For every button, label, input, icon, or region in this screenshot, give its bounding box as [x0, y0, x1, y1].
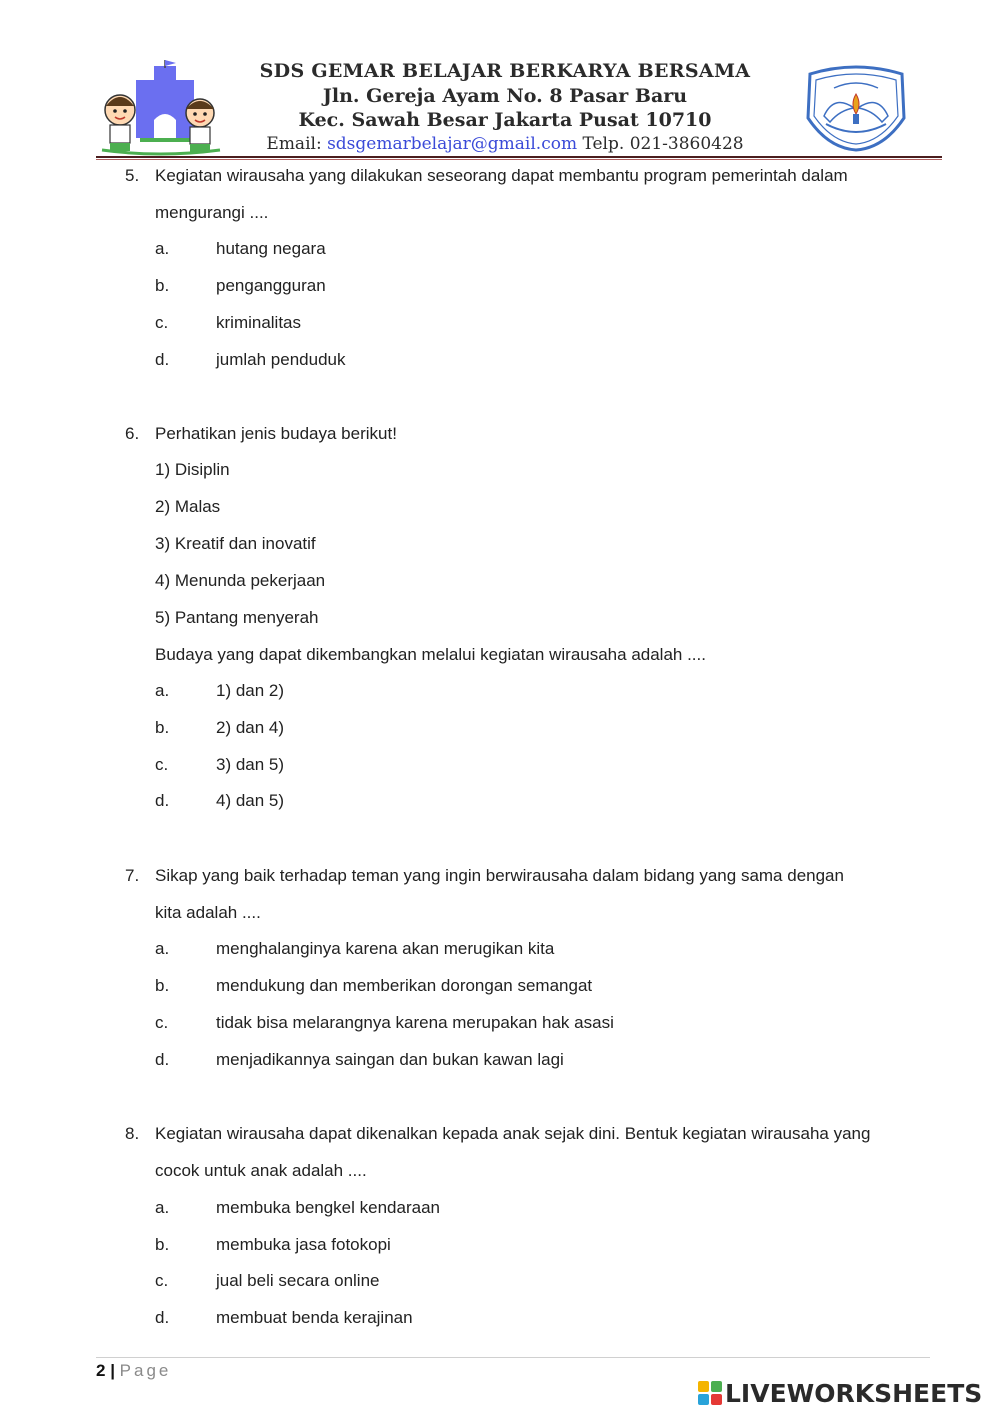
- option-letter: d.: [155, 1050, 170, 1069]
- option-letter: b.: [155, 1235, 170, 1254]
- school-name: SDS GEMAR BELAJAR BERKARYA BERSAMA: [259, 60, 751, 82]
- option-text: jual beli secara online: [216, 1271, 380, 1290]
- option-text: 4) dan 5): [216, 791, 285, 810]
- option-letter: b.: [155, 976, 170, 995]
- option-letter: a.: [155, 239, 170, 258]
- school-identity: [210, 58, 800, 156]
- option-text: menghalanginya karena akan merugikan kita: [216, 939, 555, 958]
- phone: Telp. 021-3860428: [577, 134, 744, 154]
- header-rule: [96, 156, 942, 158]
- page-label: Page: [119, 1361, 172, 1380]
- question-text: Kegiatan wirausaha yang dilakukan seseorang dapat membantu program pemerintah dalam: [155, 166, 848, 185]
- option-letter: c.: [155, 1271, 169, 1290]
- header-rule-accent: [96, 159, 942, 160]
- question-text: Sikap yang baik terhadap teman yang ingin berwirausaha dalam bidang yang sama dengan: [155, 866, 844, 885]
- question-text: Kegiatan wirausaha dapat dikenalkan kepada anak sejak dini. Bentuk kegiatan wirausaha yang: [155, 1124, 871, 1143]
- option-text: tidak bisa melarangnya karena merupakan hak asasi: [216, 1013, 614, 1032]
- option-letter: a.: [155, 939, 170, 958]
- question-text: kita adalah ....: [155, 903, 261, 922]
- option-text: hutang negara: [216, 239, 326, 258]
- question-text: Perhatikan jenis budaya berikut!: [155, 424, 397, 443]
- option-letter: a.: [155, 681, 170, 700]
- option-text: mendukung dan memberikan dorongan semangat: [216, 976, 593, 995]
- liveworksheets-watermark: [697, 1378, 982, 1408]
- email-label: Email:: [266, 134, 328, 154]
- option-letter: d.: [155, 350, 170, 369]
- page-indicator: [96, 1360, 171, 1382]
- list-item: 5) Pantang menyerah: [155, 608, 319, 627]
- question-text: mengurangi ....: [155, 203, 269, 222]
- question-number: 6.: [125, 424, 140, 443]
- option-letter: c.: [155, 313, 169, 332]
- page-number: 2: [96, 1361, 106, 1380]
- list-item: 3) Kreatif dan inovatif: [155, 534, 316, 553]
- option-text: kriminalitas: [216, 313, 302, 332]
- option-letter: b.: [155, 718, 170, 737]
- school-logo-icon: [96, 58, 224, 158]
- list-item: 4) Menunda pekerjaan: [155, 571, 326, 590]
- question-number: 7.: [125, 866, 140, 885]
- watermark-text: LIVEWORKSHEETS: [725, 1378, 983, 1408]
- option-letter: c.: [155, 755, 169, 774]
- option-text: 1) dan 2): [216, 681, 285, 700]
- option-text: membuka jasa fotokopi: [216, 1235, 391, 1254]
- footer-rule: [96, 1357, 930, 1358]
- option-text: 2) dan 4): [216, 718, 285, 737]
- list-item: 1) Disiplin: [155, 460, 230, 479]
- option-text: membuka bengkel kendaraan: [216, 1198, 440, 1217]
- address-line-1: Jln. Gereja Ayam No. 8 Pasar Baru: [322, 85, 688, 107]
- question-text: Budaya yang dapat dikembangkan melalui kegiatan wirausaha adalah ....: [155, 645, 706, 664]
- letterhead: [0, 0, 1000, 165]
- contact-line: [210, 132, 800, 156]
- option-letter: d.: [155, 791, 170, 810]
- liveworksheets-logo-icon: [697, 1380, 723, 1406]
- list-item: 2) Malas: [155, 497, 221, 516]
- page-separator: |: [105, 1361, 120, 1380]
- question-number: 5.: [125, 166, 140, 185]
- option-letter: c.: [155, 1013, 169, 1032]
- email-link[interactable]: sdsgemarbelajar@gmail.com: [327, 134, 578, 154]
- option-text: jumlah penduduk: [216, 350, 346, 369]
- option-letter: a.: [155, 1198, 170, 1217]
- option-text: 3) dan 5): [216, 755, 285, 774]
- question-text: cocok untuk anak adalah ....: [155, 1161, 367, 1180]
- ministry-emblem-icon: [800, 62, 912, 152]
- option-letter: b.: [155, 276, 170, 295]
- option-letter: d.: [155, 1308, 170, 1327]
- address-line-2: Kec. Sawah Besar Jakarta Pusat 10710: [298, 109, 712, 131]
- option-text: pengangguran: [216, 276, 326, 295]
- question-number: 8.: [125, 1124, 140, 1143]
- option-text: membuat benda kerajinan: [216, 1308, 413, 1327]
- option-text: menjadikannya saingan dan bukan kawan lagi: [216, 1050, 564, 1069]
